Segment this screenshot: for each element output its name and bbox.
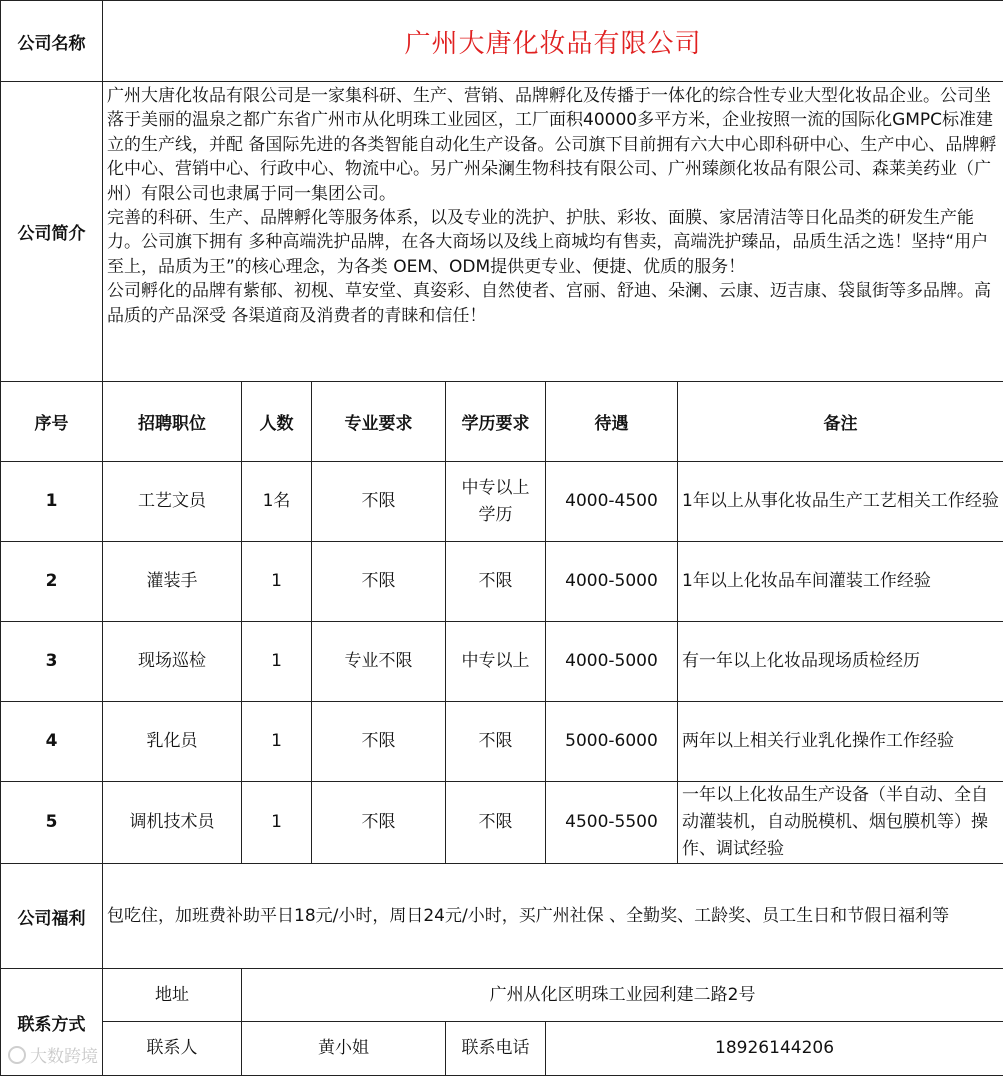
header-major: 专业要求 bbox=[312, 382, 446, 462]
job-count: 1 bbox=[242, 702, 312, 782]
job-salary: 4000-4500 bbox=[546, 462, 678, 542]
intro-paragraph: 公司孵化的品牌有紫郁、初枧、草安堂、真姿彩、自然使者、宫丽、舒迪、朵澜、云康、迈吉康、袋鼠街等多品牌。高品质的产品深受 各渠道商及消费者的青睐和信任！ bbox=[107, 279, 999, 328]
job-major: 专业不限 bbox=[312, 622, 446, 702]
company-intro-row bbox=[1, 82, 1003, 382]
job-salary: 4000-5000 bbox=[546, 542, 678, 622]
job-position: 乳化员 bbox=[103, 702, 242, 782]
table-row bbox=[1, 542, 1003, 622]
job-count: 1名 bbox=[242, 462, 312, 542]
job-count: 1 bbox=[242, 622, 312, 702]
watermark-logo-icon bbox=[8, 1046, 26, 1064]
job-count: 1 bbox=[242, 782, 312, 864]
company-name-label: 公司名称 bbox=[1, 1, 103, 82]
job-no: 1 bbox=[1, 462, 103, 542]
phone-label: 联系电话 bbox=[446, 1022, 546, 1076]
job-note: 有一年以上化妆品现场质检经历 bbox=[678, 622, 1003, 702]
job-major: 不限 bbox=[312, 702, 446, 782]
job-position: 现场巡检 bbox=[103, 622, 242, 702]
job-no: 3 bbox=[1, 622, 103, 702]
job-note: 1年以上从事化妆品生产工艺相关工作经验 bbox=[678, 462, 1003, 542]
contact-address-row bbox=[1, 969, 1003, 1022]
job-position: 工艺文员 bbox=[103, 462, 242, 542]
job-no: 2 bbox=[1, 542, 103, 622]
watermark-text: 大数跨境 bbox=[30, 1042, 98, 1067]
job-salary: 4000-5000 bbox=[546, 622, 678, 702]
job-note: 两年以上相关行业乳化操作工作经验 bbox=[678, 702, 1003, 782]
job-note: 一年以上化妆品生产设备（半自动、全自动灌装机，自动脱模机、烟包膜机等）操作、调试经验 bbox=[678, 782, 1003, 864]
welfare-label: 公司福利 bbox=[1, 864, 103, 969]
header-education: 学历要求 bbox=[446, 382, 546, 462]
job-no: 4 bbox=[1, 702, 103, 782]
person-label: 联系人 bbox=[103, 1022, 242, 1076]
job-no: 5 bbox=[1, 782, 103, 864]
table-row bbox=[1, 622, 1003, 702]
job-education: 中专以上学历 bbox=[446, 462, 546, 542]
address-value: 广州从化区明珠工业园利建二路2号 bbox=[242, 969, 1003, 1022]
header-count: 人数 bbox=[242, 382, 312, 462]
job-position: 灌装手 bbox=[103, 542, 242, 622]
person-value: 黄小姐 bbox=[242, 1022, 446, 1076]
welfare-text: 包吃住，加班费补助平日18元/小时，周日24元/小时，买广州社保 、全勤奖、工龄奖、员工生日和节假日福利等 bbox=[103, 864, 1003, 969]
contact-label: 联系方式 bbox=[1, 969, 103, 1076]
welfare-row bbox=[1, 864, 1003, 969]
table-row bbox=[1, 462, 1003, 542]
company-name-value: 广州大唐化妆品有限公司 bbox=[103, 1, 1003, 82]
company-intro-text bbox=[103, 82, 1003, 382]
job-major: 不限 bbox=[312, 542, 446, 622]
header-salary: 待遇 bbox=[546, 382, 678, 462]
job-salary: 5000-6000 bbox=[546, 702, 678, 782]
job-education: 不限 bbox=[446, 542, 546, 622]
table-row bbox=[1, 702, 1003, 782]
job-salary: 4500-5500 bbox=[546, 782, 678, 864]
jobs-header-row bbox=[1, 382, 1003, 462]
header-position: 招聘职位 bbox=[103, 382, 242, 462]
job-major: 不限 bbox=[312, 782, 446, 864]
intro-paragraph: 广州大唐化妆品有限公司是一家集科研、生产、营销、品牌孵化及传播于一体化的综合性专业大型化妆品企业。公司坐落于美丽的温泉之都广东省广州市从化明珠工业园区，工厂面积40000多平方米，企业按照一流的国际化GMPC标准建立的生产线，并配 备国际先进的各类智能自动化生产设备。公司旗下目前拥有六大中心即科研中心、生产中心、品牌孵化中心、营销中心、行政中心、物流中心。另广州朵澜生物科技有限公司、广州臻颜化妆品有限公司、森莱美药业（广州）有限公司也隶属于同一集团公司。 bbox=[107, 84, 999, 206]
company-intro-label: 公司简介 bbox=[1, 82, 103, 382]
table-row bbox=[1, 782, 1003, 864]
header-note: 备注 bbox=[678, 382, 1003, 462]
phone-value: 18926144206 bbox=[546, 1022, 1003, 1076]
job-education: 不限 bbox=[446, 702, 546, 782]
intro-paragraph: 完善的科研、生产、品牌孵化等服务体系，以及专业的洗护、护肤、彩妆、面膜、家居清洁等日化品类的研发生产能力。公司旗下拥有 多种高端洗护品牌，在各大商场以及线上商城均有售卖，高端洗护臻品，品质生活之选！坚持“用户至上，品质为王”的核心理念，为各类 OEM、ODM提供更专业、便捷、优质的服务！ bbox=[107, 206, 999, 279]
job-count: 1 bbox=[242, 542, 312, 622]
contact-person-row bbox=[1, 1022, 1003, 1076]
company-name-row bbox=[1, 1, 1003, 82]
header-no: 序号 bbox=[1, 382, 103, 462]
job-education: 不限 bbox=[446, 782, 546, 864]
watermark bbox=[8, 1042, 98, 1067]
job-education: 中专以上 bbox=[446, 622, 546, 702]
job-note: 1年以上化妆品车间灌装工作经验 bbox=[678, 542, 1003, 622]
job-major: 不限 bbox=[312, 462, 446, 542]
job-position: 调机技术员 bbox=[103, 782, 242, 864]
address-label: 地址 bbox=[103, 969, 242, 1022]
